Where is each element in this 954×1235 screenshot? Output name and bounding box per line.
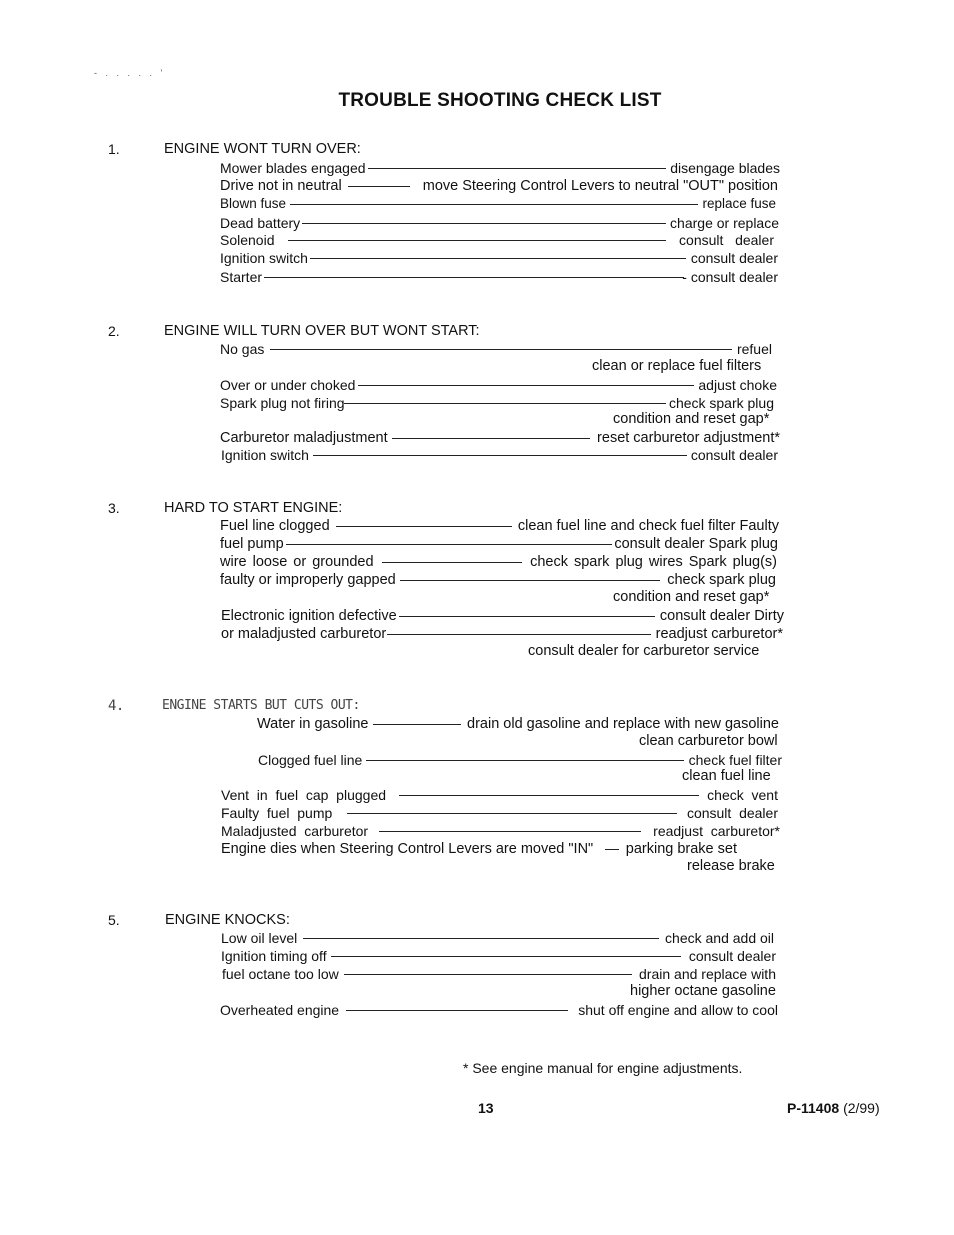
leader-line: [358, 385, 694, 386]
problem-text: Vent in fuel cap plugged: [221, 787, 387, 803]
problem-text: faulty or improperly gapped: [220, 572, 396, 588]
leader-line: [400, 580, 660, 581]
page-title: TROUBLE SHOOTING CHECK LIST: [338, 90, 662, 111]
remedy-text: replace fuse: [702, 196, 776, 211]
problem-text: Electronic ignition defective: [221, 608, 397, 624]
remedy-text: check spark plug: [668, 395, 774, 411]
problem-text: No gas: [220, 341, 265, 357]
leader-line: [344, 403, 666, 404]
problem-text: Fuel line clogged: [220, 518, 330, 534]
problem-text: Ignition switch: [221, 447, 309, 463]
remedy-text: readjust carburetor*: [655, 626, 783, 642]
remedy-continuation: clean or replace fuel filters: [592, 358, 762, 374]
leader-line: [288, 240, 666, 241]
remedy-text: consult dealer: [690, 250, 778, 266]
problem-text: or maladjusted carburetor: [221, 626, 387, 642]
scan-specks: - . . . . . ': [94, 68, 166, 78]
leader-line: [310, 258, 686, 259]
problem-text: Maladjusted carburetor: [221, 823, 369, 839]
page-number: 13: [478, 1100, 494, 1116]
problem-text: Engine dies when Steering Control Levers are moved "IN": [221, 841, 594, 857]
section-number: 2.: [108, 323, 120, 339]
remedy-continuation: condition and reset gap*: [613, 411, 770, 427]
remedy-text: - consult dealer: [682, 269, 778, 285]
problem-text: Water in gasoline: [257, 716, 369, 732]
remedy-text: consult dealer: [690, 447, 778, 463]
remedy-text: drain and replace with: [639, 966, 776, 982]
problem-text: Blown fuse: [220, 196, 287, 211]
remedy-continuation: clean fuel line: [682, 768, 771, 784]
remedy-text: adjust choke: [698, 377, 777, 393]
document-date: (2/99): [843, 1100, 880, 1116]
remedy-text: refuel: [736, 341, 772, 357]
leader-line: [399, 616, 655, 617]
leader-line: [366, 760, 684, 761]
problem-text: Spark plug not firing: [220, 395, 345, 411]
remedy-text: charge or replace: [670, 215, 779, 231]
remedy-text: consult dealer Dirty: [659, 608, 784, 624]
remedy-text: consult dealer: [679, 232, 774, 248]
section-heading: ENGINE WONT TURN OVER:: [164, 141, 361, 157]
problem-text: Over or under choked: [220, 377, 356, 393]
remedy-text: parking brake set: [625, 841, 737, 857]
remedy-text: check fuel filter: [688, 752, 782, 768]
remedy-text: readjust carburetor*: [653, 823, 780, 839]
remedy-text: check spark plug: [667, 572, 776, 588]
remedy-continuation: release brake: [687, 858, 775, 874]
leader-line: [346, 1010, 568, 1011]
remedy-text: check spark plug wires Spark plug(s): [530, 554, 777, 570]
section-number: 4.: [108, 698, 124, 714]
remedy-text: shut off engine and allow to cool: [578, 1002, 778, 1018]
document-number: P-11408: [787, 1100, 840, 1116]
problem-text: fuel pump: [220, 536, 284, 552]
problem-text: Solenoid: [220, 232, 275, 248]
leader-line: [270, 349, 732, 350]
problem-text: Low oil level: [221, 930, 298, 946]
remedy-text: move Steering Control Levers to neutral "OUT" position: [422, 178, 778, 194]
problem-text: wire loose or grounded: [220, 554, 374, 570]
leader-line: [399, 795, 699, 796]
section-heading: ENGINE STARTS BUT CUTS OUT:: [162, 698, 360, 713]
leader-line: [373, 724, 461, 725]
remedy-text: disengage blades: [670, 160, 780, 176]
leader-line: [336, 526, 512, 527]
problem-text: Drive not in neutral: [220, 178, 342, 194]
leader-line: [313, 455, 687, 456]
remedy-text: check vent: [707, 787, 778, 803]
section-heading: ENGINE WILL TURN OVER BUT WONT START:: [164, 323, 480, 339]
problem-text: Dead battery: [220, 215, 301, 231]
leader-line: [331, 956, 681, 957]
leader-line: [286, 544, 612, 545]
remedy-text: drain old gasoline and replace with new gasoline: [467, 716, 779, 732]
remedy-text: consult dealer: [688, 948, 776, 964]
remedy-continuation: higher octane gasoline: [630, 983, 776, 999]
leader-line: [347, 813, 677, 814]
remedy-text: consult dealer Spark plug: [614, 536, 778, 552]
leader-line: [344, 974, 632, 975]
leader-line: [264, 277, 684, 278]
leader-line: [379, 831, 641, 832]
problem-text: Ignition timing off: [221, 948, 327, 964]
problem-text: Ignition switch: [220, 250, 308, 266]
section-heading: HARD TO START ENGINE:: [164, 500, 343, 516]
leader-line: [302, 223, 666, 224]
section-number: 5.: [108, 912, 120, 928]
remedy-continuation: consult dealer for carburetor service: [528, 643, 760, 659]
remedy-text: clean fuel line and check fuel filter Faulty: [517, 518, 779, 534]
remedy-text: consult dealer: [686, 805, 778, 821]
leader-line: [290, 204, 698, 205]
problem-text: Clogged fuel line: [258, 752, 363, 768]
footnote: * See engine manual for engine adjustments.: [463, 1060, 743, 1076]
remedy-continuation: clean carburetor bowl: [639, 733, 778, 749]
problem-text: fuel octane too low: [222, 966, 339, 982]
remedy-text: check and add oil: [665, 930, 774, 946]
section-heading: ENGINE KNOCKS:: [165, 912, 290, 928]
leader-line: [392, 438, 590, 439]
problem-text: Carburetor maladjustment: [220, 430, 388, 446]
section-number: 3.: [108, 500, 120, 516]
remedy-text: reset carburetor adjustment*: [597, 430, 780, 446]
leader-line: [605, 849, 619, 850]
leader-line: [348, 186, 410, 187]
leader-line: [368, 168, 666, 169]
section-number: 1.: [108, 141, 120, 157]
problem-text: Starter: [220, 269, 263, 285]
leader-line: [303, 938, 659, 939]
remedy-continuation: condition and reset gap*: [613, 589, 770, 605]
problem-text: Overheated engine: [220, 1002, 340, 1018]
leader-line: [382, 562, 522, 563]
problem-text: Mower blades engaged: [220, 160, 366, 176]
document-id: [787, 1100, 880, 1116]
leader-line: [387, 634, 651, 635]
problem-text: Faulty fuel pump: [221, 805, 333, 821]
